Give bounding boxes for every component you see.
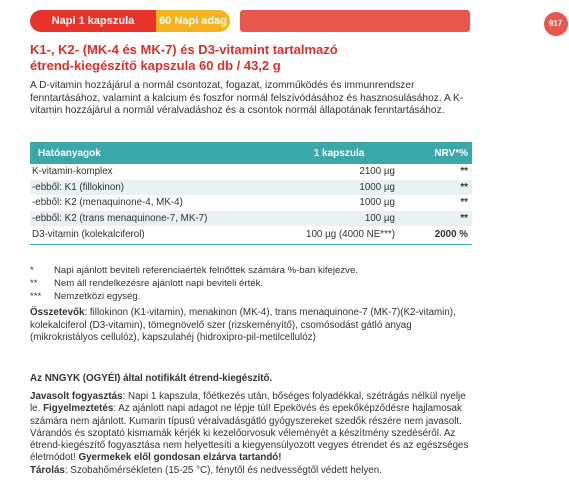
row-name: -ebből: K1 (fillokinon) bbox=[32, 181, 125, 193]
table-header bbox=[30, 142, 472, 164]
product-title-line-1: K1-, K2- (MK-4 és MK-7) és D3-vitamint tartalmazó bbox=[30, 42, 338, 57]
usage-label: Javasolt fogyasztás bbox=[30, 391, 123, 402]
storage-text: : Szobahőmérsékleten (15-25 °C), fénytől és nedvességtől védett helyen. bbox=[64, 464, 382, 476]
row-name: -ebből: K2 (trans menaquinone-7, MK-7) bbox=[32, 213, 208, 225]
product-title-line-2: étrend-kiegészítő kapszula 60 db / 43,2 g bbox=[30, 58, 281, 73]
brand-logo-icon bbox=[543, 11, 569, 37]
header-color-band bbox=[240, 10, 563, 32]
table-row bbox=[30, 211, 472, 227]
footnote-text: Nemzetközi egység. bbox=[54, 291, 141, 302]
row-amount: 100 µg (4000 NE***) bbox=[306, 228, 395, 240]
footnote-mark: ** bbox=[30, 278, 38, 289]
table-bottom-rule bbox=[30, 244, 472, 245]
row-nrv: ** bbox=[460, 197, 468, 209]
footnote-mark: * bbox=[30, 265, 34, 276]
footnote bbox=[30, 277, 470, 290]
ingredients-label: Összetevők bbox=[30, 307, 85, 318]
row-name: -ebből: K2 (menaquinone-4, MK-4) bbox=[32, 197, 183, 209]
product-title bbox=[30, 42, 470, 74]
footnotes bbox=[30, 264, 470, 303]
row-name: K-vitamin-komplex bbox=[32, 166, 113, 178]
header-ingredients: Hatóanyagok bbox=[38, 147, 101, 159]
header-per-capsule: 1 kapszula bbox=[313, 147, 365, 159]
table-row bbox=[30, 164, 472, 180]
row-amount: 2100 µg bbox=[359, 166, 395, 178]
days-supply-badge: 60 Napi adag bbox=[156, 10, 230, 32]
children-warning: Gyermekek elől gondosan elzárva tartandó! bbox=[78, 452, 282, 464]
header-nrv: NRV*% bbox=[434, 147, 468, 159]
footnote bbox=[30, 264, 470, 277]
daily-dose-badge: Napi 1 kapszula bbox=[30, 10, 156, 32]
footnote-mark: *** bbox=[30, 291, 42, 302]
table-row bbox=[30, 195, 472, 211]
ingredients-paragraph bbox=[30, 307, 475, 345]
footnote-text: Napi ajánlott beviteli referenciaérték felnőttek számára %-ban kifejezve. bbox=[54, 265, 358, 276]
table-row bbox=[30, 226, 472, 242]
brand-logo-text: 917 bbox=[548, 19, 563, 28]
table-row bbox=[30, 180, 472, 196]
footnote bbox=[30, 290, 470, 303]
row-amount: 1000 µg bbox=[359, 181, 395, 193]
row-nrv: ** bbox=[460, 181, 468, 193]
top-bar bbox=[30, 6, 563, 36]
row-nrv: ** bbox=[460, 213, 468, 225]
intro-paragraph: A D-vitamin hozzájárul a normál csontozat, fogazat, izomműködés és immunrendszer fenntartásához, valamint a kalcium és foszfor normál felszívódásához és hasznosulásához. A K-vitamin hozzájárul a normál véralvadáshoz és a csontok normál állapotának fenntartásához. bbox=[30, 80, 464, 117]
row-amount: 1000 µg bbox=[359, 197, 395, 209]
footnote-text: Nem áll rendelkezésre ajánlott napi beviteli érték. bbox=[54, 278, 264, 289]
warning-label: Figyelmeztetés bbox=[43, 403, 114, 415]
row-nrv: 2000 % bbox=[434, 228, 468, 240]
row-amount: 100 µg bbox=[364, 213, 395, 225]
notification-statement: Az NNGYK (OGYÉI) által notifikált étrend-kiegészítő. bbox=[30, 373, 273, 384]
usage-text: : Napi 1 kapszula, főétkezés után, bőséges folyadékkal, szétrágás nélkül nyelje le. bbox=[30, 391, 466, 415]
warning-text: : Az ajánlott napi adagot ne lépje túl! Epekövés és epekőképződésre hajlamosak számára nem ajánlott. Kumarin típusú véralvadásgátló gyógyszereket szedők részére nem javasolt. Várandós és szoptató kismamák kérjék ki kezelőorvosuk véleményét a készítmény szedéséről. Az étrend-kiegészítő fogyasztása nem helyettesíti a kiegyensúlyozott vegyes étrendet és az egészséges életmódot! bbox=[30, 403, 469, 464]
ingredients-text: : fillokinon (K1-vitamin), menakinon (MK-4), trans menaquinone-7 (MK-7)(K2-vitamin), kolekalciferol (D3-vitamin), tömegnövelő szer (rizskeményítő), csomósodást gátló anyag (mikrokristályos cellulóz), kapszulahéj (hidroxipro-pil-metilcellulóz) bbox=[30, 307, 456, 343]
nutrition-table bbox=[30, 142, 472, 245]
usage-paragraph bbox=[30, 391, 475, 477]
storage-label: Tárolás bbox=[30, 464, 65, 476]
row-name: D3-vitamin (kolekalciferol) bbox=[32, 228, 145, 240]
row-nrv: ** bbox=[460, 166, 468, 178]
